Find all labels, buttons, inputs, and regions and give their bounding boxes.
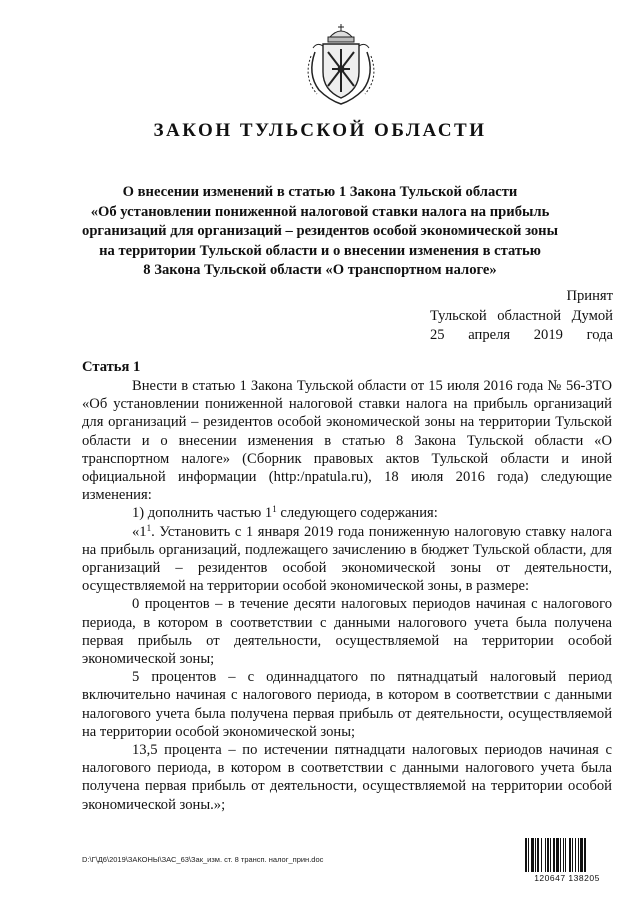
adopted-day: 25 [430, 327, 445, 343]
superscript: 1 [272, 504, 277, 515]
adopted-label: Принят [566, 288, 613, 304]
subject-line: организаций для организаций – резидентов особой экономической зоны [82, 223, 558, 240]
article-body [82, 377, 612, 814]
paragraph: 5 процентов – с одиннадцатого по пятнадцатый налоговый период включительно начиная с налогового периода, в котором в соответствии с данными налогового учета была получена первая прибыль от деятельности, осуществляемой на территории особой экономической зоны; [82, 669, 612, 740]
paragraph: 0 процентов – в течение десяти налоговых периодов начиная с налогового периода, в котором в соответствии с данными налогового учета была получена первая прибыль от деятельности, осуществляемой на территории особой экономической зоны; [82, 596, 612, 668]
adoption-block [430, 287, 613, 346]
barcode [524, 838, 610, 884]
tula-coat-of-arms-icon [301, 22, 381, 108]
article-heading: Статья 1 [82, 359, 141, 375]
subject-line: на территории Тульской области и о внесении изменения в статью [99, 242, 541, 259]
barcode-number: 120647 138205 [534, 873, 600, 883]
superscript: 1 [146, 522, 152, 533]
paragraph [82, 504, 612, 522]
subject-line: «Об установлении пониженной налоговой ставки налога на прибыль [90, 203, 550, 220]
law-subject [60, 183, 580, 281]
adopted-year: 2019 [533, 327, 563, 343]
barcode-icon [524, 838, 610, 872]
subject-line: 8 Закона Тульской области «О транспортном налоге» [143, 262, 497, 279]
law-title: ЗАКОН ТУЛЬСКОЙ ОБЛАСТИ [153, 120, 487, 141]
file-path: D:\Г\Д6\2019\ЗАКОНЫ\ЗАС_63\Зак_изм. ст. 8 трансп. налог_прин.doc [82, 855, 324, 864]
paragraph-text: следующего содержания: [276, 505, 438, 522]
paragraph: 13,5 процента – по истечении пятнадцати налоговых периодов начиная с налогового периода, в котором в соответствии с данными налогового учета была получена первая прибыль от деятельности, осуществляемой на территории особой экономической зоны.»; [82, 742, 612, 813]
paragraph-text: «1 [132, 523, 147, 540]
paragraph-text: . Установить с 1 января 2019 года пониженную налоговую ставку налога на прибыль организаций, подлежащего зачислению в бюджет Тульской области, для организаций – резидентов особой экономической зоны от деятельности, осуществляемой на территории особой экономической зоны, в размере: [82, 523, 612, 595]
adopted-date [430, 326, 613, 346]
adopted-month: апреля [468, 327, 511, 343]
adopted-by: Тульской областной Думой [430, 307, 613, 324]
subject-line: О внесении изменений в статью 1 Закона Тульской области [122, 184, 518, 200]
paragraph [82, 523, 612, 596]
adopted-year-word: года [586, 327, 613, 343]
paragraph-text: 1) дополнить частью 1 [132, 505, 273, 522]
paragraph: Внести в статью 1 Закона Тульской области от 15 июля 2016 года № 56-ЗТО «Об установлении пониженной налоговой ставки налога на прибыль организаций для организаций – резидентов особой экономической зоны на территории Тульской области и о внесении изменения в статью 8 Закона Тульской области «О транспортном налоге» (Сборник правовых актов Тульской области и иной официальной информации (http:/npatula.ru), 18 июля 2016 года) следующие изменения: [82, 378, 612, 504]
